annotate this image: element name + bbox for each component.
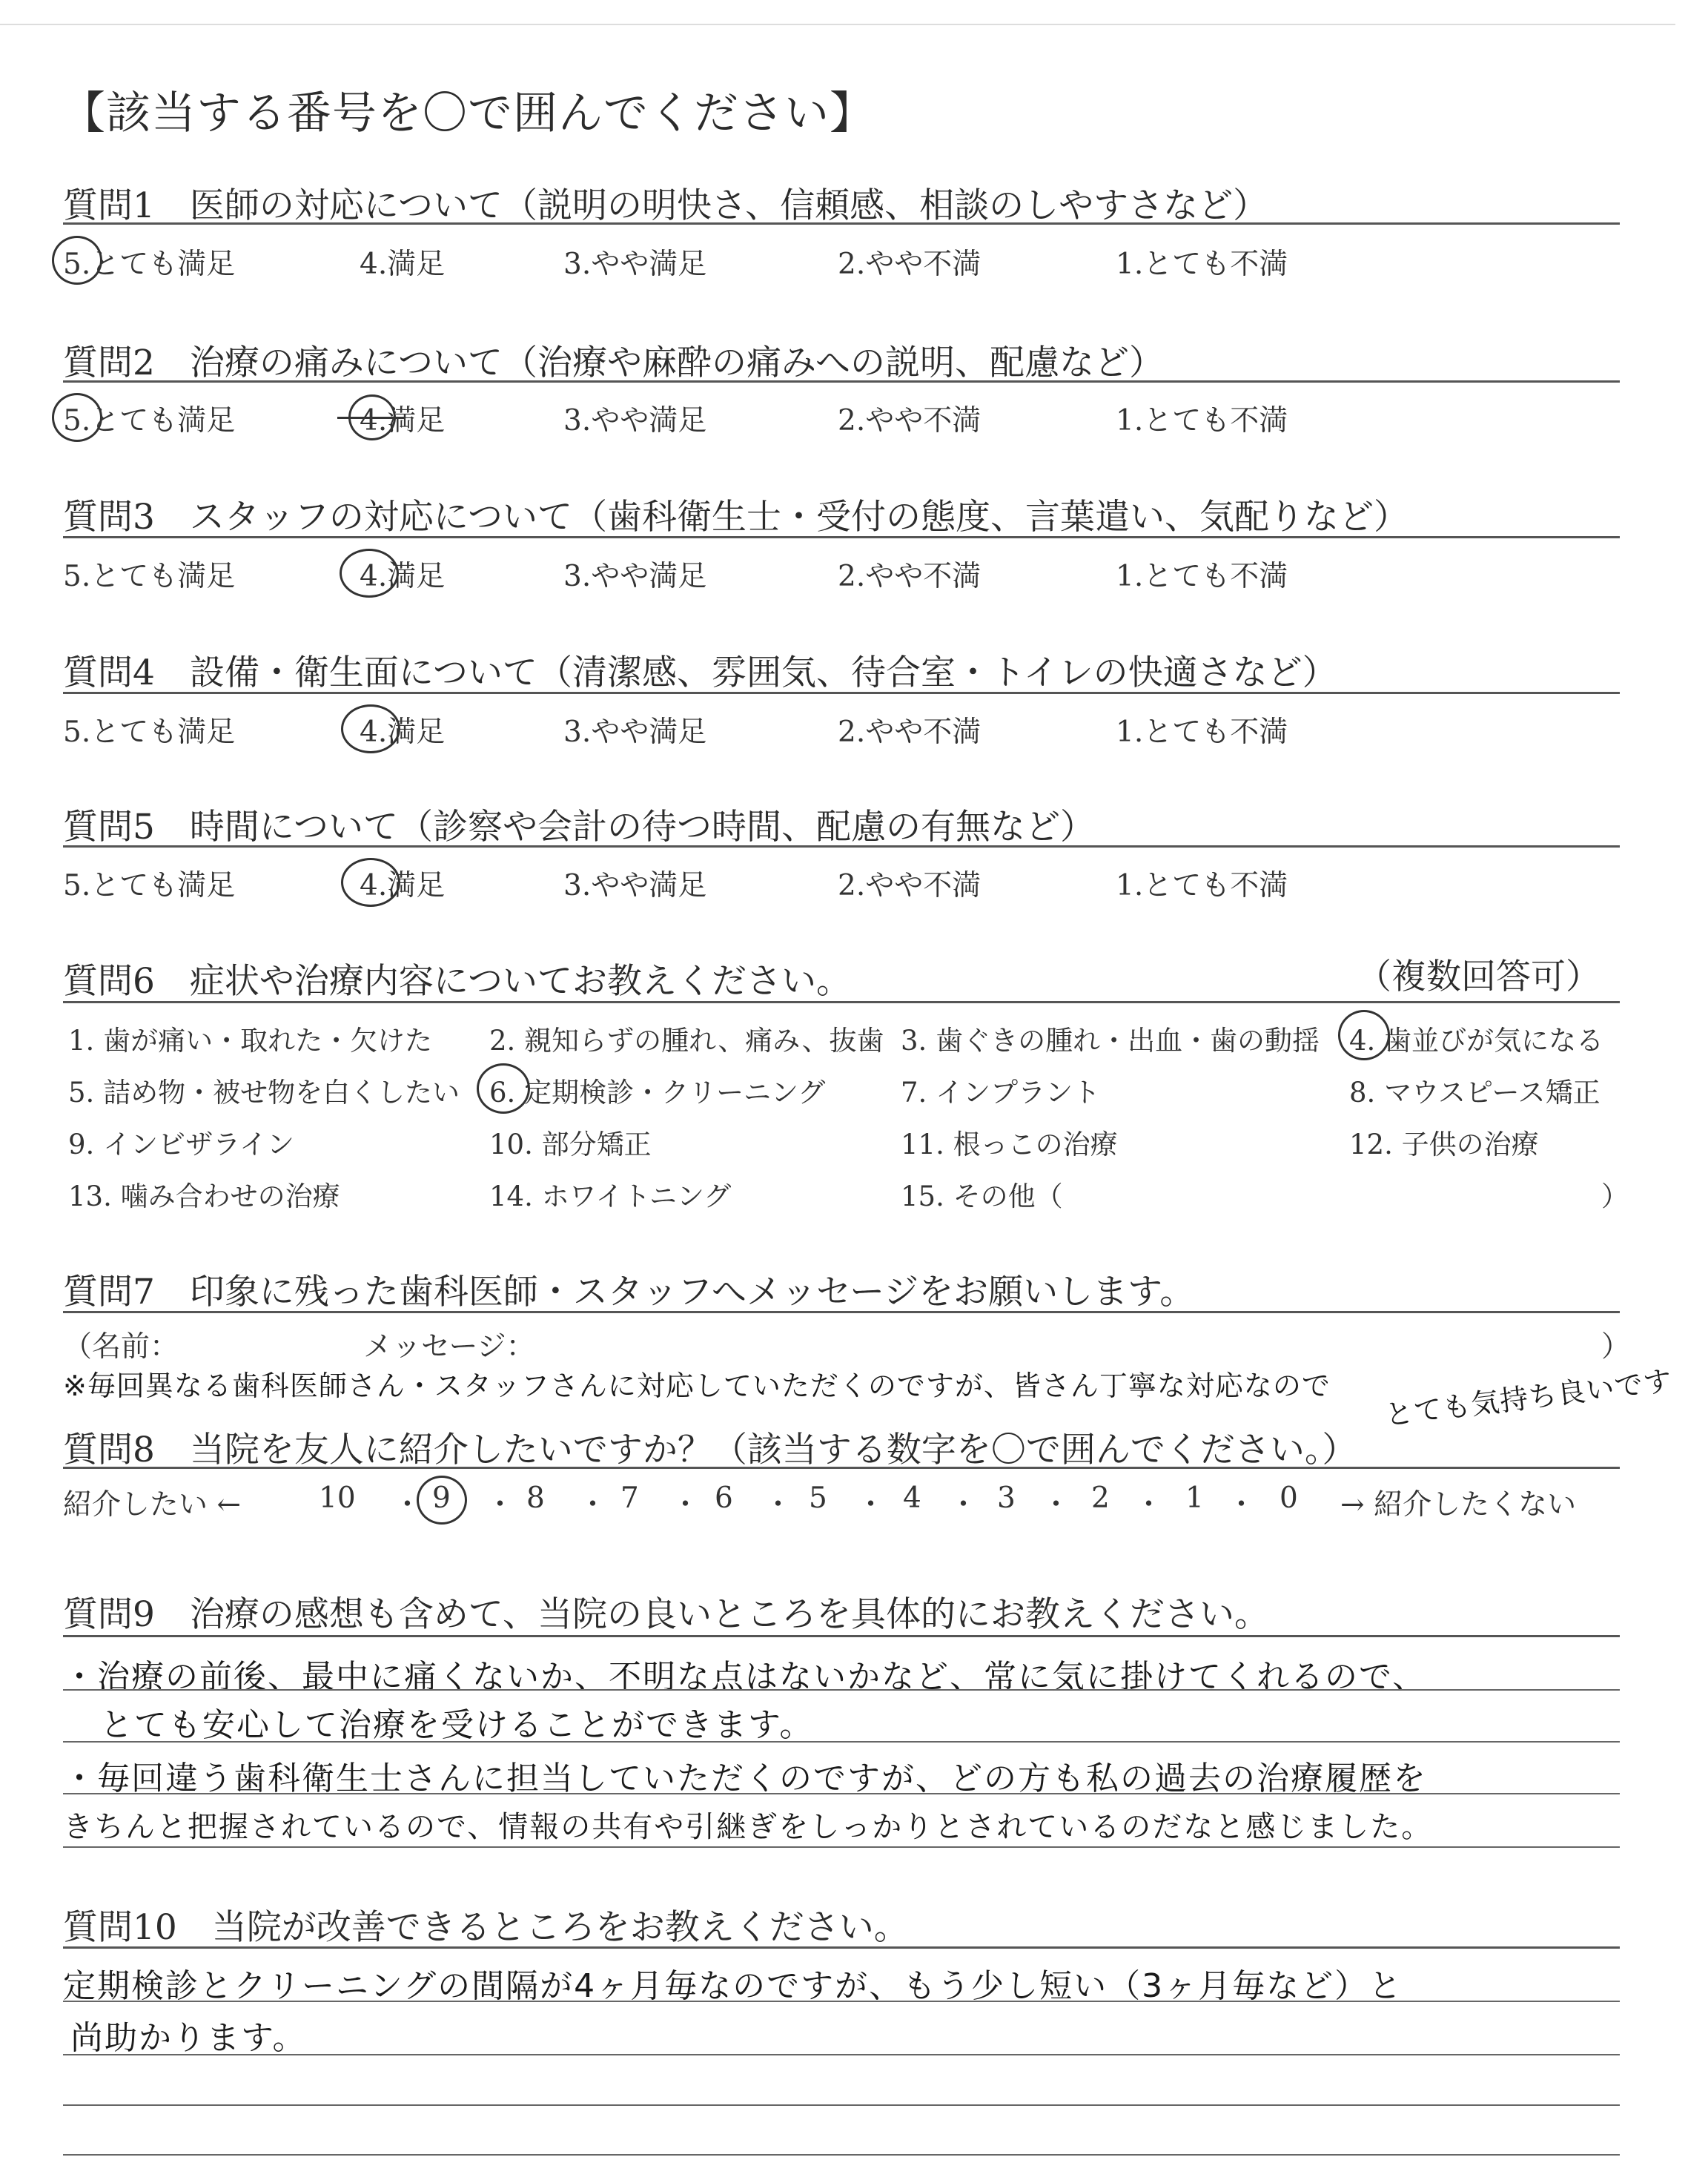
q8-selection-circle — [417, 1476, 467, 1525]
q10-line-4 — [63, 2154, 1620, 2156]
q8-sep: ・ — [1042, 1488, 1071, 1522]
q8-scale-9[interactable]: 9 — [432, 1482, 451, 1515]
q7-name-label: （名前： — [63, 1330, 179, 1364]
q6-opt-1[interactable]: 1. 歯が痛い・取れた・欠けた — [68, 1025, 433, 1057]
q9-answer-line2: とても安心して治療を受けることができます。 — [100, 1706, 814, 1744]
q6-opt-3[interactable]: 3. 歯ぐきの腫れ・出血・歯の動揺 — [901, 1025, 1320, 1057]
q8-scale-10[interactable]: 10 — [319, 1482, 356, 1515]
q2-rule — [63, 380, 1620, 383]
q2-title: 質問2 治療の痛みについて（治療や麻酔の痛みへの説明、配慮など） — [63, 343, 1165, 383]
q2-opt-5[interactable]: 5.とても満足 — [63, 404, 236, 437]
q8-scale-6[interactable]: 6 — [715, 1482, 733, 1515]
q6-opt-2[interactable]: 2. 親知らずの腫れ、痛み、抜歯 — [489, 1025, 884, 1057]
q1-rule — [63, 222, 1620, 225]
q8-scale-4[interactable]: 4 — [903, 1482, 921, 1515]
q3-opt-4[interactable]: 4.満足 — [360, 560, 446, 593]
q4-opt-5[interactable]: 5.とても満足 — [63, 716, 236, 749]
q8-sep: ・ — [949, 1488, 979, 1522]
q1-opt-3[interactable]: 3.やや満足 — [563, 248, 707, 281]
q6-other-close: ） — [1601, 1180, 1629, 1212]
q7-rule — [63, 1311, 1620, 1313]
q6-title: 質問6 症状や治療内容についてお教えください。 — [63, 961, 851, 1002]
q3-opt-5[interactable]: 5.とても満足 — [63, 560, 236, 593]
q3-opt-3[interactable]: 3.やや満足 — [563, 560, 707, 593]
q6-rule — [63, 1001, 1620, 1003]
q6-opt-7[interactable]: 7. インプラント — [901, 1077, 1101, 1109]
q8-sep: ・ — [1227, 1488, 1257, 1522]
q7-answer-line2: とても気持ち良いです — [1383, 1364, 1675, 1432]
scan-edge — [0, 24, 1675, 25]
q8-sep: ・ — [393, 1488, 423, 1522]
q8-scale-0[interactable]: 0 — [1280, 1482, 1298, 1515]
q8-scale-3[interactable]: 3 — [997, 1482, 1016, 1515]
q6-opt-15[interactable]: 15. その他（ — [901, 1180, 1063, 1212]
q4-selection-circle — [341, 704, 400, 753]
q9-answer-line3: ・毎回違う歯科衛生士さんに担当していただくのですが、どの方も私の過去の治療履歴を — [63, 1760, 1427, 1797]
q7-message-label: メッセージ： — [363, 1330, 535, 1364]
q9-rule — [63, 1635, 1620, 1637]
q9-title: 質問9 治療の感想も含めて、当院の良いところを具体的にお教えください。 — [63, 1594, 1269, 1635]
q8-scale-1[interactable]: 1 — [1185, 1482, 1204, 1515]
q8-sep: ・ — [1134, 1488, 1164, 1522]
q6-note: （複数回答可） — [1357, 957, 1601, 997]
q1-opt-2[interactable]: 2.やや不満 — [838, 248, 982, 281]
q8-scale-2[interactable]: 2 — [1091, 1482, 1110, 1515]
q9-line-4 — [63, 1846, 1620, 1848]
q6-opt-10[interactable]: 10. 部分矯正 — [489, 1129, 652, 1160]
q6-selection-circle-6 — [477, 1063, 530, 1114]
q8-scale-8[interactable]: 8 — [526, 1482, 545, 1515]
q4-opt-4[interactable]: 4.満足 — [360, 716, 446, 749]
q10-answer-line2: 尚助かります。 — [70, 2019, 307, 2057]
q10-answer-line1: 定期検診とクリーニングの間隔が4ヶ月毎なのですが、もう少し短い（3ヶ月毎など）と — [63, 1967, 1403, 2005]
q10-line-2 — [63, 2054, 1620, 2055]
q5-opt-5[interactable]: 5.とても満足 — [63, 869, 236, 902]
q4-opt-2[interactable]: 2.やや不満 — [838, 716, 982, 749]
q6-opt-4[interactable]: 4. 歯並びが気になる — [1349, 1025, 1604, 1057]
q10-rule — [63, 1946, 1620, 1949]
q8-scale-7[interactable]: 7 — [620, 1482, 639, 1515]
q8-sep: ・ — [764, 1488, 793, 1522]
q10-line-3 — [63, 2104, 1620, 2106]
q2-strike-mark — [337, 417, 404, 419]
q7-close-paren: ） — [1601, 1330, 1631, 1364]
q1-opt-4[interactable]: 4.満足 — [360, 248, 446, 281]
q8-sep: ・ — [578, 1488, 608, 1522]
q3-selection-circle — [340, 549, 399, 598]
q6-opt-14[interactable]: 14. ホワイトニング — [489, 1180, 732, 1212]
q3-title: 質問3 スタッフの対応について（歯科衛生士・受付の態度、言葉遣い、気配りなど） — [63, 497, 1409, 538]
q5-rule — [63, 845, 1620, 848]
q9-line-1 — [63, 1689, 1620, 1691]
q6-opt-6[interactable]: 6. 定期検診・クリーニング — [489, 1077, 826, 1109]
q8-rule — [63, 1467, 1620, 1469]
q9-answer-line4: きちんと把握されているので、情報の共有や引継ぎをしっかりとされているのだなと感じました。 — [63, 1810, 1433, 1844]
q6-opt-9[interactable]: 9. インビザライン — [68, 1129, 294, 1160]
q6-opt-11[interactable]: 11. 根っこの治療 — [901, 1129, 1118, 1160]
q6-opt-13[interactable]: 13. 噛み合わせの治療 — [68, 1180, 340, 1212]
q1-opt-1[interactable]: 1.とても不満 — [1116, 248, 1288, 281]
q8-sep: ・ — [856, 1488, 886, 1522]
q1-selection-circle — [52, 236, 102, 285]
q4-title: 質問4 設備・衛生面について（清潔感、雰囲気、待合室・トイレの快適さなど） — [63, 653, 1337, 693]
q5-selection-circle — [341, 858, 400, 907]
q8-sep: ・ — [486, 1488, 515, 1522]
q4-opt-1[interactable]: 1.とても不満 — [1116, 716, 1288, 749]
q2-selection-circle — [52, 393, 102, 442]
q8-title: 質問8 当院を友人に紹介したいですか？（該当する数字を〇で囲んでください。） — [63, 1430, 1357, 1470]
q1-title: 質問1 医師の対応について（説明の明快さ、信頼感、相談のしやすさなど） — [63, 185, 1268, 226]
q6-opt-12[interactable]: 12. 子供の治療 — [1349, 1129, 1539, 1160]
q5-opt-3[interactable]: 3.やや満足 — [563, 869, 707, 902]
q2-opt-3[interactable]: 3.やや満足 — [563, 404, 707, 437]
q8-sep: ・ — [671, 1488, 701, 1522]
q3-opt-2[interactable]: 2.やや不満 — [838, 560, 982, 593]
q5-title: 質問5 時間について（診察や会計の待つ時間、配慮の有無など） — [63, 807, 1095, 848]
form-title: 【該当する番号を〇で囲んでください】 — [61, 87, 875, 139]
q10-line-1 — [63, 2001, 1620, 2002]
q5-opt-1[interactable]: 1.とても不満 — [1116, 869, 1288, 902]
q2-opt-1[interactable]: 1.とても不満 — [1116, 404, 1288, 437]
q5-opt-4[interactable]: 4.満足 — [360, 869, 446, 902]
q8-scale-5[interactable]: 5 — [809, 1482, 827, 1515]
q4-rule — [63, 692, 1620, 694]
q9-line-2 — [63, 1741, 1620, 1743]
q5-opt-2[interactable]: 2.やや不満 — [838, 869, 982, 902]
q9-line-3 — [63, 1793, 1620, 1794]
q6-opt-8[interactable]: 8. マウスピース矯正 — [1349, 1077, 1601, 1109]
q7-answer-line1: ※毎回異なる歯科医師さん・スタッフさんに対応していただくのですが、皆さん丁寧な対応なので — [63, 1370, 1331, 1402]
q8-right-label: → 紹介したくない — [1340, 1488, 1577, 1522]
q3-opt-1[interactable]: 1.とても不満 — [1116, 560, 1288, 593]
q8-left-label: 紹介したい ← — [63, 1488, 242, 1522]
q9-answer-line1: ・治療の前後、最中に痛くないか、不明な点はないかなど、常に気に掛けてくれるので、 — [63, 1658, 1427, 1696]
q10-title: 質問10 当院が改善できるところをお教えください。 — [63, 1907, 909, 1948]
q3-rule — [63, 536, 1620, 538]
q6-opt-5[interactable]: 5. 詰め物・被せ物を白くしたい — [68, 1077, 460, 1109]
q7-title: 質問7 印象に残った歯科医師・スタッフへメッセージをお願いします。 — [63, 1272, 1195, 1312]
q2-opt-4[interactable]: 4.満足 — [360, 404, 446, 437]
q4-opt-3[interactable]: 3.やや満足 — [563, 716, 707, 749]
q6-selection-circle-4 — [1338, 1010, 1390, 1060]
q1-opt-5[interactable]: 5.とても満足 — [63, 248, 236, 281]
q2-opt-2[interactable]: 2.やや不満 — [838, 404, 982, 437]
